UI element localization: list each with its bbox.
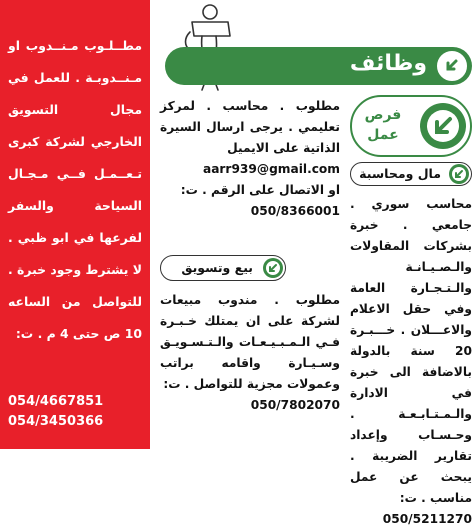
red-ad-phone-1[interactable]: 054/4667851 [8,394,104,409]
red-ad-phones [8,392,142,432]
ad-body: مطلوب . مندوب مبيعات لشركة على ان يمتلك خـبـرة فـي الـمـبـيـعـات والـتـسـويـق وسـيـارة واقامه براتب وعمولات مجزية للتواصل . ت: [160,293,340,391]
ad-contact-text: او الاتصال على الرقم . ت: [180,183,340,197]
arrow-circle-icon [449,164,469,184]
red-ad-panel [0,0,150,449]
classified-ad-accountant-education [160,96,340,222]
section-label-text: فرص عمل [364,107,402,143]
ad-phone[interactable]: 050/5211270 [382,512,472,526]
ad-phone[interactable]: 050/7802070 [250,398,340,412]
red-ad-text: مطــلـوب مـنــدوب او مـنــدوبـة . للعمل في مجال التسويق الخارجي لشركة كبرى تـعــمـل فــي مـجـال السياحة والسفر لفرعها في ابو ظبي . لا يشترط وجود خبرة . للتواصل من الساعه 10 ص حتى 4 م . ت: [8,38,142,341]
ad-body: محاسب سوري . جامعي . خبرة بشركات المقاولات والـصـيـانـة والـتـجـارة العامة وفي حقل الاعلام والاعـــلان . خـــبـرة 20 سنة بالدولة بالاضافة الى خبرة في الادارة والـمـتـابـعـة . وحـسـاب وإعداد تقارير الضريبة . يبحث عن عمل مناسب . ت: [350,197,472,505]
page-title: وظائف [349,51,427,76]
ad-phone[interactable]: 050/8366001 [250,204,340,218]
red-ad-phone-2[interactable]: 054/3450366 [8,414,104,429]
section-label-job-opportunities [350,95,472,157]
ad-body: مطلوب . محاسب . لمركز تعليمي . يرجى ارسال السيرة الذاتية على الايميل [160,99,340,155]
ad-email[interactable]: aarr939@gmail.com [202,162,340,176]
category-label: مال ومحاسبة [359,166,441,181]
classified-ad-sales-rep [160,290,340,416]
jobs-header-banner [165,47,472,85]
category-sales-marketing[interactable] [160,255,286,281]
arrow-circle-icon [420,103,466,149]
arrow-circle-icon [437,51,467,81]
arrow-circle-icon [263,258,283,278]
category-finance-accounting[interactable] [350,162,472,186]
classified-ad-syrian-accountant [350,194,472,530]
category-label: بيع وتسويق [181,260,253,275]
